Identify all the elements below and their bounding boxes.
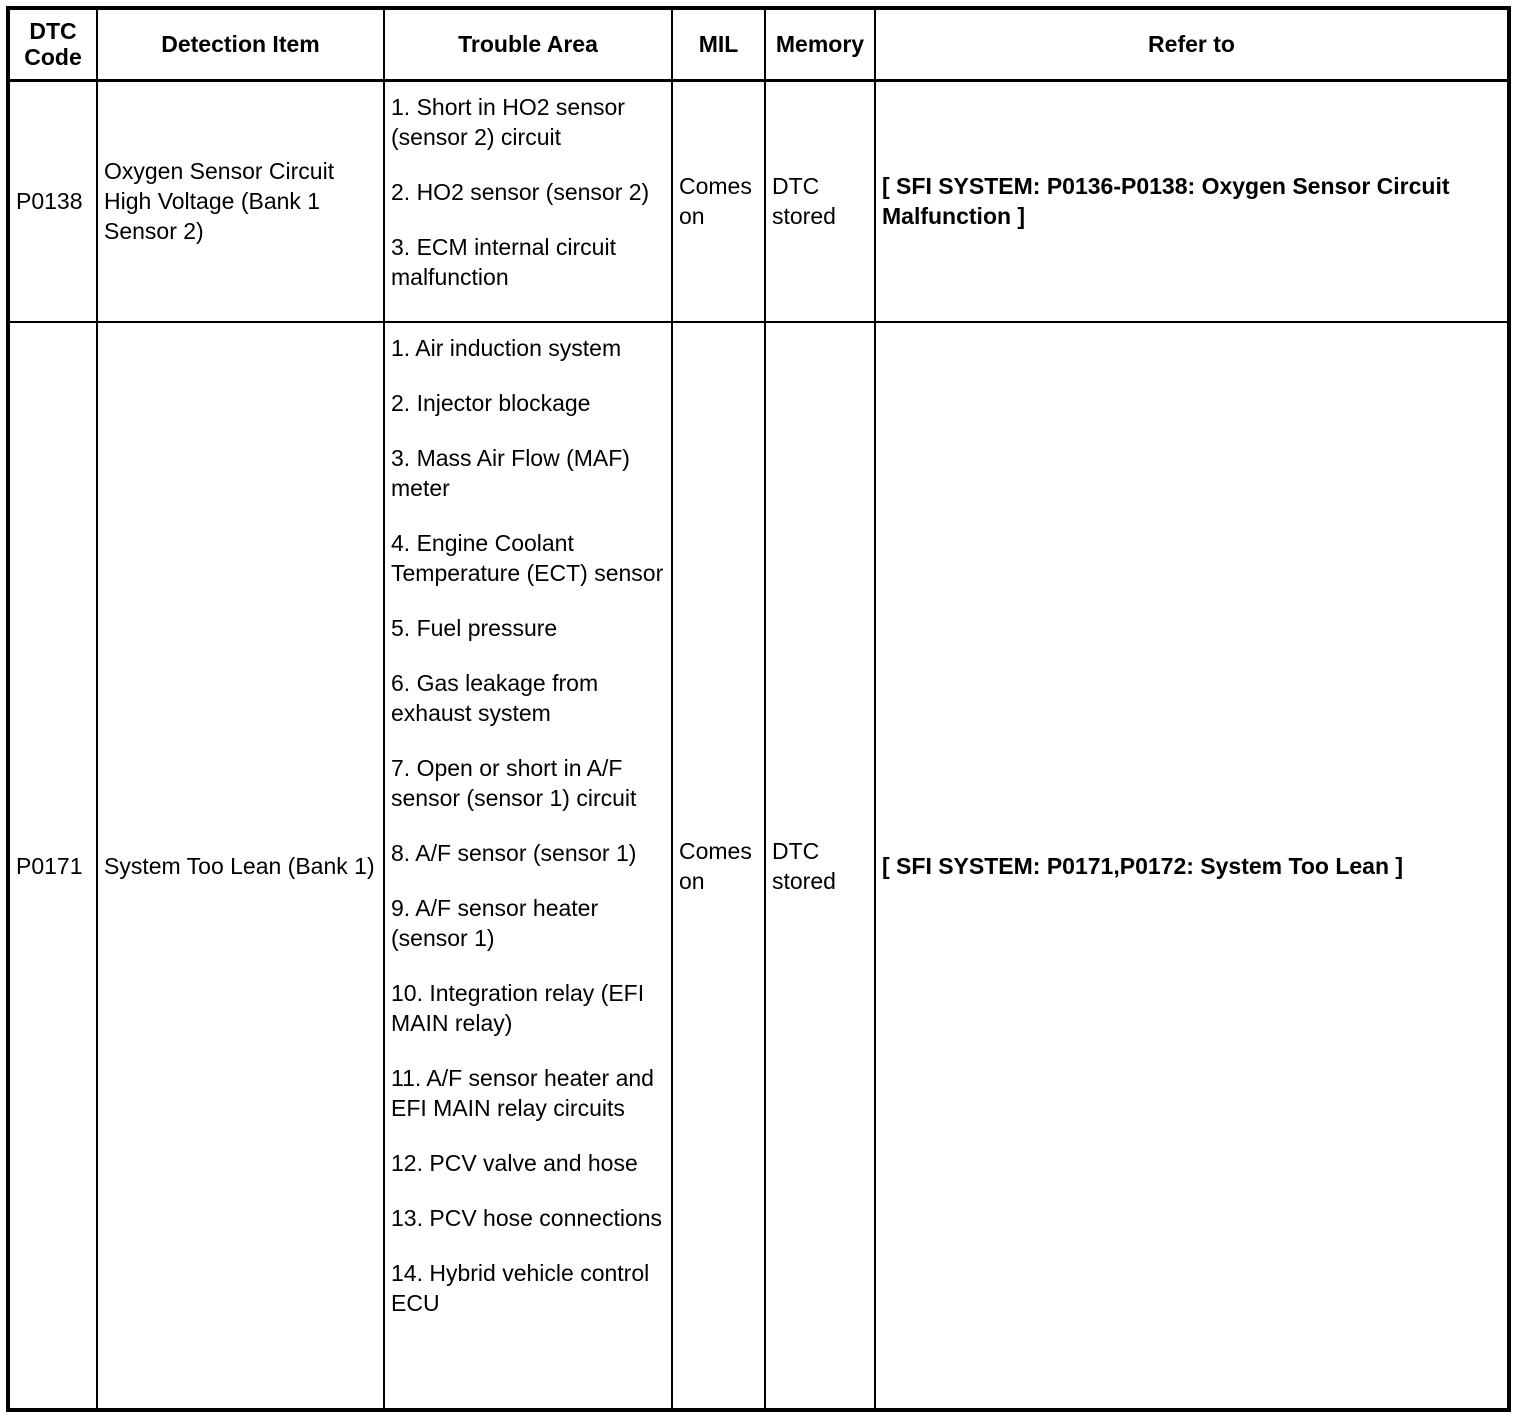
mil-cell: Comes on [672,322,765,1410]
header-trouble-area: Trouble Area [384,8,672,80]
trouble-area-item: 11. A/F sensor heater and EFI MAIN relay circuits [391,1065,654,1121]
header-row [8,8,1509,80]
trouble-area-item: 8. A/F sensor (sensor 1) [391,840,637,866]
detection-item-cell: System Too Lean (Bank 1) [97,322,384,1410]
trouble-area-item: 13. PCV hose connections [391,1205,663,1231]
table-row [8,322,1509,1410]
detection-item-cell: Oxygen Sensor Circuit High Voltage (Bank 1 Sensor 2) [97,80,384,322]
trouble-area-cell [384,80,672,322]
table-body [8,80,1509,1410]
trouble-area-item: 4. Engine Coolant Temperature (ECT) sensor [391,530,664,586]
trouble-area-item: 9. A/F sensor heater (sensor 1) [391,895,599,951]
header-detection-item: Detection Item [97,8,384,80]
trouble-area-cell [384,322,672,1410]
trouble-area-item: 3. ECM internal circuit malfunction [391,233,616,290]
trouble-area-item: 14. Hybrid vehicle control ECU [391,1260,650,1316]
header-memory: Memory [765,8,875,80]
dtc-table [6,6,1511,1412]
trouble-area-item: 3. Mass Air Flow (MAF) meter [391,445,630,501]
header-mil: MIL [672,8,765,80]
trouble-area-item: 6. Gas leakage from exhaust system [391,670,599,726]
mil-cell: Comes on [672,80,765,322]
header-refer-to: Refer to [875,8,1509,80]
trouble-area-item: 1. Air induction system [391,335,622,361]
refer-to-link: [ SFI SYSTEM: P0136-P0138: Oxygen Sensor Circuit Malfunction ] [875,80,1509,322]
table-row [8,80,1509,322]
trouble-area-item: 1. Short in HO2 sensor (sensor 2) circuit [391,93,625,150]
memory-cell: DTC stored [765,322,875,1410]
trouble-area-item: 7. Open or short in A/F sensor (sensor 1) circuit [391,755,637,811]
trouble-area-item: 12. PCV valve and hose [391,1150,638,1176]
refer-to-link: [ SFI SYSTEM: P0171,P0172: System Too Lean ] [875,322,1509,1410]
dtc-code-cell: P0138 [8,80,97,322]
trouble-area-item: 10. Integration relay (EFI MAIN relay) [391,980,645,1036]
dtc-code-cell: P0171 [8,322,97,1410]
memory-cell: DTC stored [765,80,875,322]
header-dtc-code: DTC Code [8,8,97,80]
trouble-area-item: 5. Fuel pressure [391,615,558,641]
trouble-area-item: 2. HO2 sensor (sensor 2) [391,178,650,205]
trouble-area-item: 2. Injector blockage [391,390,591,416]
